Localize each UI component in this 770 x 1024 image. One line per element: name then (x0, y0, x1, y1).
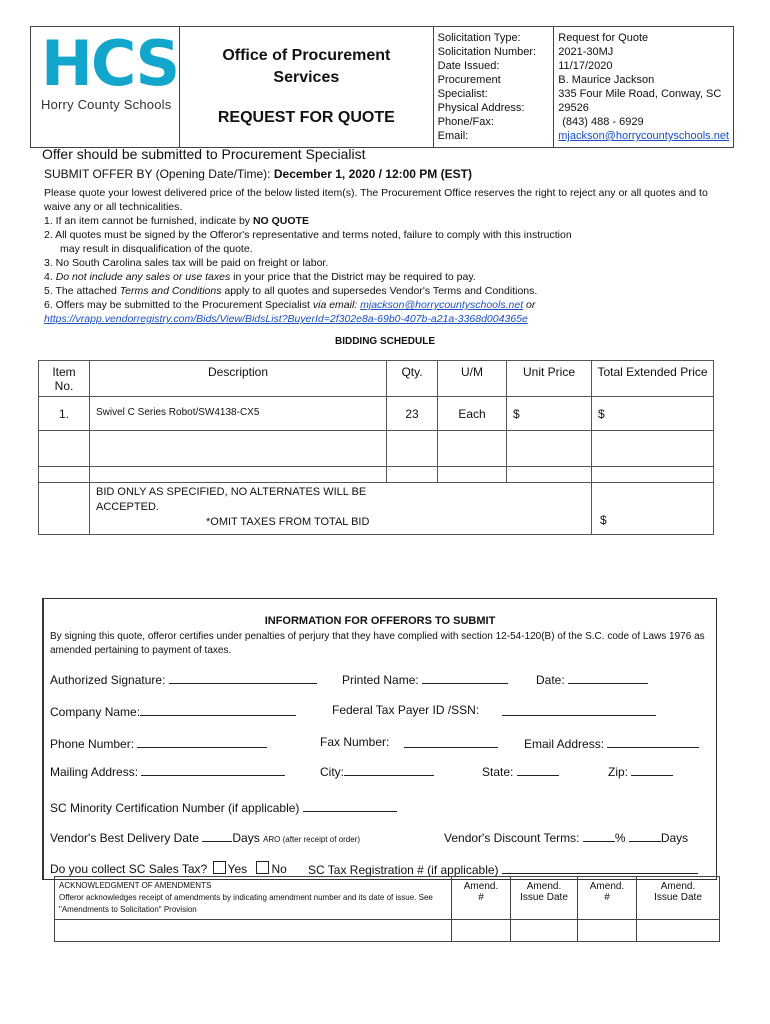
doc-title: REQUEST FOR QUOTE (217, 109, 395, 126)
vendor-registry-link[interactable]: https://vrapp.vendorregistry.com/Bids/View/BidsList?BuyerId=2f302e8a-69b0-407b-a21a-3368d004365e (44, 313, 528, 325)
amend-num-2[interactable] (578, 920, 637, 942)
date-field[interactable]: Date: (536, 671, 648, 687)
delivery-date-field[interactable]: Vendor's Best Delivery Date Days ARO (after receipt of order) (50, 831, 360, 845)
instr-2: 2. All quotes must be signed by the Offeror's representative and terms noted, failure to comply with this instruction (44, 229, 572, 241)
fax-number-field[interactable]: Fax Number: (320, 735, 390, 749)
city-field[interactable]: City: (320, 763, 434, 779)
meta-label: Procurement Specialist: (437, 74, 501, 100)
meta-value: B. Maurice Jackson (558, 74, 655, 86)
instr-4: 4. Do not include any sales or use taxes in your price that the District may be required to pay. (44, 271, 476, 283)
logo-letters: HCS (41, 27, 179, 100)
hcs-logo (31, 27, 179, 145)
tax-registration-field[interactable]: SC Tax Registration # (if applicable) (308, 861, 698, 877)
instr-6: 6. Offers may be submitted to the Procurement Specialist via email: mjackson@horrycountyschools.net or (44, 299, 536, 311)
hdr-item: Item No. (39, 361, 90, 397)
minority-cert-field[interactable]: SC Minority Certification Number (if applicable) (50, 799, 397, 815)
meta-label: Date Issued: (437, 60, 500, 72)
note-line1: BID ONLY AS SPECIFIED, NO ALTERNATES WILL BE (96, 486, 367, 498)
auth-signature-field[interactable]: Authorized Signature: (50, 671, 317, 687)
meta-value: Request for Quote (558, 32, 649, 44)
table-row-empty (39, 467, 714, 483)
email-address-field[interactable]: Email Address: (524, 735, 699, 751)
logo-cell (31, 27, 180, 148)
hdr-qty: Qty. (387, 361, 438, 397)
zip-field[interactable]: Zip: (608, 763, 673, 779)
mailing-address-field[interactable]: Mailing Address: (50, 763, 285, 779)
federal-tax-id-field[interactable]: Federal Tax Payer ID /SSN: (332, 703, 480, 717)
amendments-table (54, 876, 720, 942)
offer-heading: Offer should be submitted to Procurement Specialist (42, 146, 366, 162)
office-line2: Services (273, 69, 340, 86)
offeror-title: INFORMATION FOR OFFERORS TO SUBMIT (264, 615, 496, 627)
offeror-info-box (42, 598, 717, 880)
hdr-unit: Unit Price (507, 361, 592, 397)
row-qty: 23 (387, 397, 438, 431)
instr-1: 1. If an item cannot be furnished, indicate by NO QUOTE (44, 215, 309, 227)
submit-value: December 1, 2020 / 12:00 PM (EST) (273, 167, 472, 181)
meta-value: 335 Four Mile Road, Conway, SC 29526 (558, 88, 722, 114)
instructions (44, 186, 724, 326)
office-line1: Office of Procurement (222, 47, 391, 64)
row-item: 1. (39, 397, 90, 431)
row-unit-price[interactable]: $ (507, 397, 592, 431)
no-checkbox[interactable] (256, 861, 269, 874)
hdr-desc: Description (90, 361, 387, 397)
grand-total[interactable]: $ (592, 483, 714, 535)
meta-label: Physical Address: (437, 102, 525, 114)
amend-hdr-3: Amend. # (578, 877, 637, 920)
bidding-title: BIDDING SCHEDULE (334, 336, 435, 347)
meta-value: 2021-30MJ (558, 46, 614, 58)
row-desc: Swivel C Series Robot/SW4138-CX5 (90, 397, 387, 431)
amendments-ack (55, 877, 452, 920)
logo-subtitle: Horry County Schools (41, 97, 172, 112)
table-row-empty (39, 431, 714, 467)
hdr-um: U/M (438, 361, 507, 397)
amend-date-1[interactable] (511, 920, 578, 942)
phone-number-field[interactable]: Phone Number: (50, 735, 267, 751)
printed-name-field[interactable]: Printed Name: (342, 671, 508, 687)
omit-taxes: *OMIT TAXES FROM TOTAL BID (206, 516, 370, 528)
instr-3: 3. No South Carolina sales tax will be paid on freight or labor. (44, 257, 329, 269)
meta-label: Email: (437, 130, 469, 142)
company-name-field[interactable]: Company Name: (50, 703, 296, 719)
amendment-row (55, 920, 720, 942)
office-cell (180, 27, 434, 148)
bid-notes (90, 483, 592, 535)
header-table (30, 26, 734, 148)
instr-intro: Please quote your lowest delivered price of the below listed item(s). The Procurement Office reserves the right to reject any or all quotes and to waive any or all technicalities. (44, 187, 708, 213)
row-total-price[interactable]: $ (592, 397, 714, 431)
table-row (39, 397, 714, 431)
offeror-cert: By signing this quote, offeror certifies under penalties of perjury that they have complied with section 12-54-120(B) of the S.C. code of Laws 1976 as amended pertaining to payment of taxes. (50, 631, 705, 656)
email-link[interactable]: mjackson@horrycountyschools.net (558, 130, 729, 142)
bidding-table (38, 360, 714, 535)
meta-label: Solicitation Type: (437, 32, 521, 44)
amend-num-1[interactable] (452, 920, 511, 942)
meta-values (554, 27, 734, 148)
amendments-title: ACKNOWLEDGMENT OF AMENDMENTS (59, 881, 212, 890)
amend-hdr-2: Amend. Issue Date (511, 877, 578, 920)
amend-date-2[interactable] (637, 920, 720, 942)
hdr-total: Total Extended Price (592, 361, 714, 397)
instr-email-link[interactable]: mjackson@horrycountyschools.net (360, 299, 524, 311)
meta-value: (843) 488 - 6929 (562, 116, 644, 128)
yes-checkbox[interactable] (213, 861, 226, 874)
amend-hdr-1: Amend. # (452, 877, 511, 920)
submit-label: SUBMIT OFFER BY (Opening Date/Time): (44, 167, 271, 181)
meta-value: 11/17/2020 (558, 60, 613, 72)
meta-label: Phone/Fax: (437, 116, 494, 128)
discount-terms-field[interactable]: Vendor's Discount Terms: % Days (444, 831, 689, 845)
bid-header-row (39, 361, 714, 397)
sales-tax-question: Do you collect SC Sales Tax? Yes No (50, 862, 287, 876)
meta-labels (433, 27, 554, 148)
row-um: Each (438, 397, 507, 431)
meta-label: Solicitation Number: (437, 46, 537, 58)
instr-2-cont: may result in disqualification of the quote. (60, 243, 253, 255)
table-row-notes (39, 483, 714, 535)
note-line2: ACCEPTED. (96, 501, 159, 513)
submit-line (44, 167, 472, 181)
amendments-text: Offeror acknowledges receipt of amendments by indicating amendment number and its date of issue. See "Amendments to Solicitation" Provision (59, 893, 433, 914)
instr-5: 5. The attached Terms and Conditions apply to all quotes and supersedes Vendor's Terms and Conditions. (44, 285, 538, 297)
amend-hdr-4: Amend. Issue Date (637, 877, 720, 920)
state-field[interactable]: State: (482, 763, 559, 779)
